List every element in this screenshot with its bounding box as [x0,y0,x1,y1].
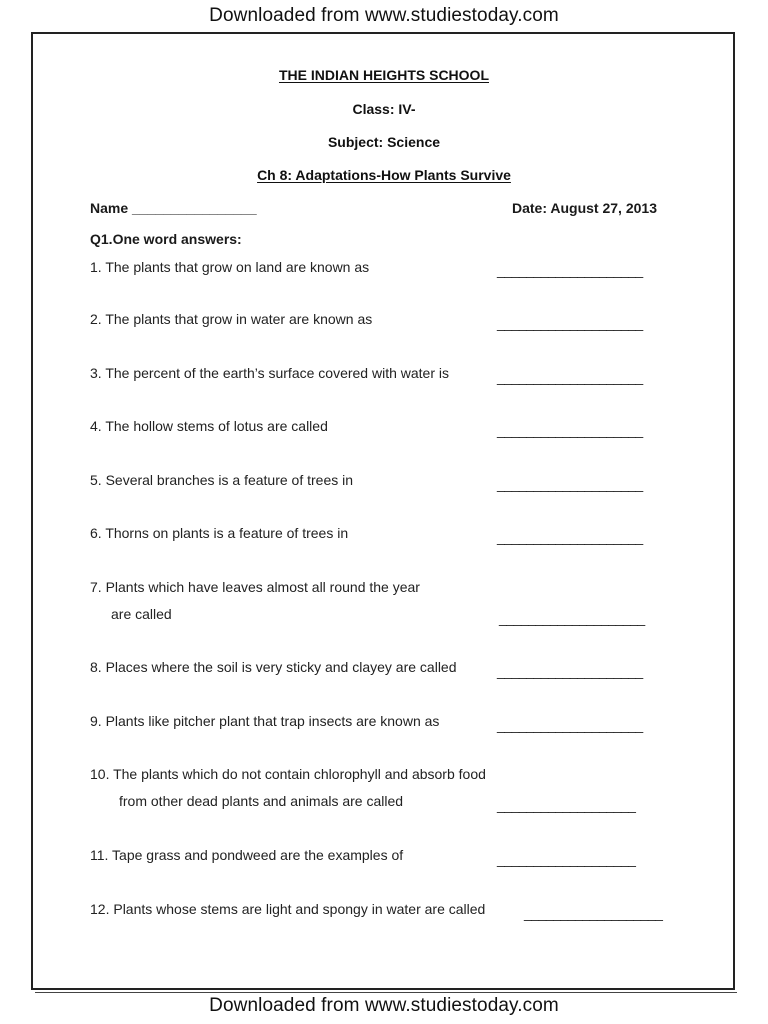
subject-label: Subject: Science [327,134,441,150]
question-text: 10. The plants which do not contain chlorophyll and absorb food [90,766,486,782]
question-text: 6. Thorns on plants is a feature of trees in [90,525,349,541]
question-text: 7. Plants which have leaves almost all round the year [90,579,420,595]
question-text: 2. The plants that grow in water are known as [90,311,373,327]
question-text: 4. The hollow stems of lotus are called [90,418,328,434]
question-text: 3. The percent of the earth’s surface covered with water is [90,365,450,381]
question-text: 9. Plants like pitcher plant that trap insects are known as [90,713,440,729]
answer-blank: ____________________ [497,315,643,331]
answer-blank: ____________________ [497,369,643,385]
section-title: Q1.One word answers: [90,231,242,247]
answer-blank: ____________________ [499,610,645,626]
answer-blank: ___________________ [497,797,636,813]
answer-blank: ____________________ [497,262,643,278]
answer-blank: ___________________ [524,905,663,921]
question-text-continued: from other dead plants and animals are called [119,793,404,809]
top-download-banner: Downloaded from www.studiestoday.com [209,5,559,26]
answer-blank: ___________________ [497,851,636,867]
answer-blank: ____________________ [497,663,643,679]
answer-blank: ____________________ [497,717,643,733]
question-text: 8. Places where the soil is very sticky and clayey are called [90,659,457,675]
class-label: Class: IV- [352,101,416,117]
date-field: Date: August 27, 2013 [512,200,657,216]
answer-blank: ____________________ [497,476,643,492]
school-name: THE INDIAN HEIGHTS SCHOOL [278,67,489,83]
question-text: 1. The plants that grow on land are known as [90,259,370,275]
question-text: 11. Tape grass and pondweed are the examples of [90,847,404,863]
answer-blank: ____________________ [497,529,643,545]
name-field: Name ________________ [90,200,257,216]
chapter-title: Ch 8: Adaptations-How Plants Survive [257,167,511,183]
question-text: 12. Plants whose stems are light and spongy in water are called [90,901,486,917]
bottom-download-banner: Downloaded from www.studiestoday.com [209,995,559,1016]
question-text: 5. Several branches is a feature of trees in [90,472,354,488]
question-text-continued: are called [111,606,172,622]
answer-blank: ____________________ [497,422,643,438]
